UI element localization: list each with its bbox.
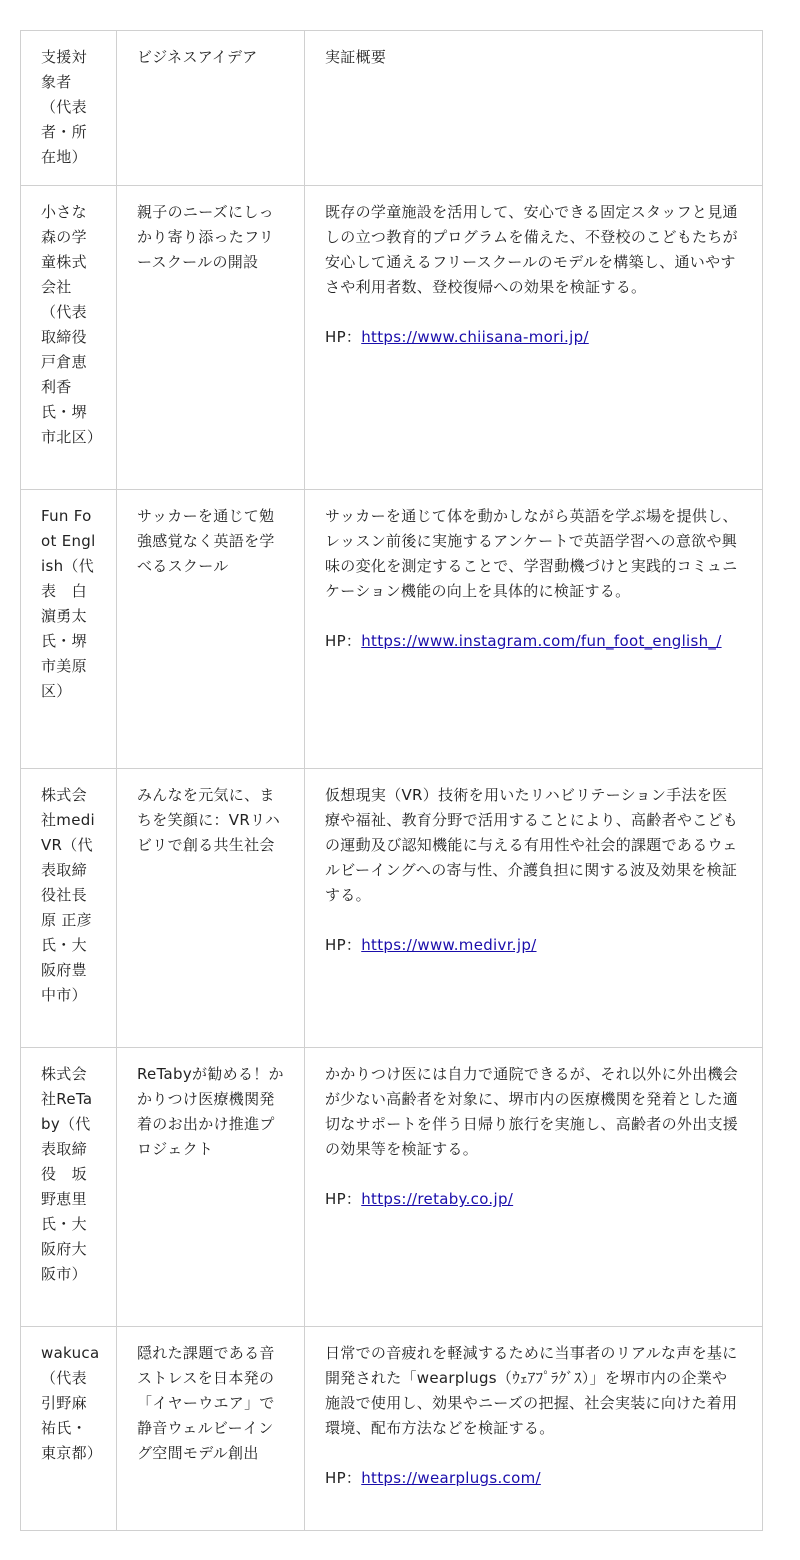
row-org: wakuca（代表 引野麻祐氏・東京都） [21,1327,117,1531]
row-summary-cell [305,769,763,1048]
row-org: Fun Foot English（代表 白濵勇太氏・堺市美原区） [21,490,117,769]
row-summary-cell [305,1048,763,1327]
table-header-row [21,31,763,186]
row-summary-cell [305,1327,763,1531]
table-row [21,186,763,490]
row-org: 小さな森の学童株式会社（代表取締役 戸倉恵利香氏・堺市北区） [21,186,117,490]
table-row [21,1327,763,1531]
row-idea: みんなを元気に、まちを笑顔に：VRリハビリで創る共生社会 [117,769,305,1048]
hp-line [325,629,742,654]
row-summary: かかりつけ医には自力で通院できるが、それ以外に外出機会が少ない高齢者を対象に、堺市内の医療機関を発着とした適切なサポートを伴う日帰り旅行を実施し、高齢者の外出支援の効果等を検証する。 [325,1065,739,1158]
table-row [21,1048,763,1327]
hp-label: HP： [325,936,362,954]
hp-link[interactable]: https://retaby.co.jp/ [361,1190,514,1208]
header-summary: 実証概要 [305,31,763,186]
row-summary: 既存の学童施設を活用して、安心できる固定スタッフと見通しの立つ教育的プログラムを備えた、不登校のこどもたちが安心して通えるフリースクールのモデルを構築し、通いやすさや利用者数、登校復帰への効果を検証する。 [325,203,738,296]
header-idea: ビジネスアイデア [117,31,305,186]
row-summary: サッカーを通じて体を動かしながら英語を学ぶ場を提供し、レッスン前後に実施するアンケートで英語学習への意欲や興味の変化を測定することで、学習動機づけと実践的コミュニケーション機能の向上を具体的に検証する。 [325,507,738,600]
row-idea: ReTabyが勧める！かかりつけ医療機関発着のお出かけ推進プロジェクト [117,1048,305,1327]
hp-link[interactable]: https://www.instagram.com/fun_foot_english_/ [361,632,722,650]
row-idea: サッカーを通じて勉強感覚なく英語を学べるスクール [117,490,305,769]
hp-line [325,933,742,958]
row-summary-cell [305,490,763,769]
hp-label: HP： [325,1190,362,1208]
row-summary: 日常での音疲れを軽減するために当事者のリアルな声を基に開発された「wearplugs（ｳｪｱﾌﾟﾗｸﾞｽ）」を堺市内の企業や施設で使用し、効果やニーズの把握、社会実装に向けた着用環境、配布方法などを検証する。 [325,1344,738,1437]
hp-line [325,1187,742,1212]
row-idea: 隠れた課題である音ストレスを日本発の「イヤーウエア」で静音ウェルビーイング空間モデル創出 [117,1327,305,1531]
hp-link[interactable]: https://wearplugs.com/ [361,1469,541,1487]
header-org: 支援対象者（代表者・所在地） [21,31,117,186]
table-row [21,769,763,1048]
hp-link[interactable]: https://www.medivr.jp/ [361,936,537,954]
row-org: 株式会社ReTaby（代表取締役 坂野恵里氏・大阪府大阪市） [21,1048,117,1327]
support-table [20,30,763,1531]
hp-line [325,325,742,350]
hp-label: HP： [325,632,362,650]
hp-link[interactable]: https://www.chiisana-mori.jp/ [361,328,589,346]
hp-label: HP： [325,328,362,346]
table-row [21,490,763,769]
row-idea: 親子のニーズにしっかり寄り添ったフリースクールの開設 [117,186,305,490]
row-summary: 仮想現実（VR）技術を用いたリハビリテーション手法を医療や福祉、教育分野で活用することにより、高齢者やこどもの運動及び認知機能に与える有用性や社会的課題であるウェルビーイングへの寄与性、介護負担に関する波及効果を検証する。 [325,786,739,904]
row-org: 株式会社mediVR（代表取締役社長原 正彦氏・大阪府豊中市） [21,769,117,1048]
row-summary-cell [305,186,763,490]
hp-line [325,1466,742,1491]
hp-label: HP： [325,1469,362,1487]
